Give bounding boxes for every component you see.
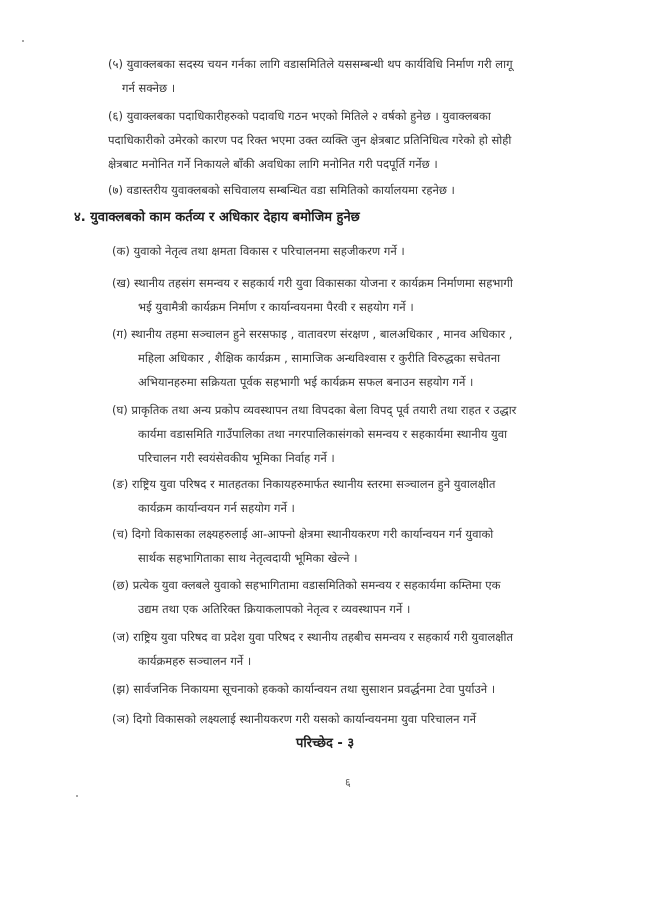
list-item-line: उद्यम तथा एक अतिरिक्त क्रियाकलापको नेतृत्व र व्यवस्थापन गर्ने । <box>138 602 411 616</box>
chapter-label: परिच्छेद - ३ <box>296 736 355 751</box>
list-item-line: (घ) प्राकृतिक तथा अन्य प्रकोप व्यवस्थापन तथा विपदका बेला विपद् पूर्व तयारी तथा राहत र उद्धार <box>112 403 517 417</box>
list-item-line: भई युवामैत्री कार्यक्रम निर्माण र कार्यान्वयनमा पैरवी र सहयोग गर्ने । <box>138 300 414 314</box>
page-number: ६ <box>345 776 351 789</box>
list-item-ja <box>112 625 513 673</box>
list-item-line: सार्थक सहभागिताका साथ नेतृत्वदायी भूमिका खेल्ने । <box>138 551 358 565</box>
list-item-line: कार्यमा वडासमिति गाउँपालिका तथा नगरपालिकासंगको समन्वय र सहकार्यमा स्थानीय युवा <box>138 427 508 441</box>
list-item-line: कार्यक्रम कार्यान्वयन गर्न सहयोग गर्ने । <box>138 501 295 515</box>
paragraph-5 <box>108 52 513 100</box>
list-item-nya <box>112 707 476 731</box>
paragraph-line: (७) वडास्तरीय युवाक्लबको सचिवालय सम्बन्धित वडा समितिको कार्यालयमा रहनेछ । <box>108 183 455 197</box>
list-item-line: अभियानहरुमा सक्रियता पूर्वक सहभागी भई कार्यक्रम सफल बनाउन सहयोग गर्ने । <box>138 375 474 389</box>
list-item-line: (ञ) दिगो विकासको लक्ष्यलाई स्थानीयकरण गरी यसको कार्यान्वयनमा युवा परिचालन गर्ने <box>112 712 477 726</box>
list-item-line: (ग) स्थानीय तहमा सञ्चालन हुने सरसफाइ , वातावरण संरक्षण , बालअधिकार , मानव अधिकार , <box>112 327 513 341</box>
list-item-cha <box>112 522 493 570</box>
list-item-kha <box>112 271 513 319</box>
list-item-line: (ख) स्थानीय तहसंग समन्वय र सहकार्य गरी युवा विकासका योजना र कार्यक्रम निर्माणमा सहभागी <box>112 276 513 290</box>
list-item-line: परिचालन गरी स्वयंसेवकीय भूमिका निर्वाह गर्ने । <box>138 451 335 465</box>
list-item-chha <box>112 573 500 621</box>
paragraph-line: (५) युवाक्लबका सदस्य चयन गर्नका लागि वडासमितिले यससम्बन्धी थप कार्यविधि निर्माण गरी लागू <box>108 57 513 71</box>
list-item-gha <box>112 398 516 470</box>
list-item-nga <box>112 472 495 520</box>
paragraph-6 <box>108 104 511 176</box>
list-item-jha <box>112 677 495 701</box>
paragraph-line: (६) युवाक्लबका पदाधिकारीहरुको पदावधि गठन भएको मितिले २ वर्षको हुनेछ । युवाक्लबका <box>108 109 491 123</box>
paragraph-line: गर्न सक्नेछ । <box>122 81 176 95</box>
list-item-line: (च) दिगो विकासका लक्ष्यहरुलाई आ-आफ्नो क्षेत्रमा स्थानीयकरण गरी कार्यान्वयन गर्न युवाको <box>112 527 494 541</box>
list-item-line: (झ) सार्वजनिक निकायमा सूचनाको हकको कार्यान्वयन तथा सुसाशन प्रवर्द्धनमा टेवा पुर्याउने । <box>112 682 496 696</box>
paragraph-line: पदाधिकारीको उमेरको कारण पद रिक्त भएमा उक्त व्यक्ति जुन क्षेत्रबाट प्रतिनिधित्व गरेको हो सोही <box>108 133 512 147</box>
list-item-line: (क) युवाको नेतृत्व तथा क्षमता विकास र परिचालनमा सहजीकरण गर्ने । <box>112 244 405 258</box>
scan-speck <box>22 40 24 42</box>
list-item-line: महिला अधिकार , शैक्षिक कार्यक्रम , सामाजिक अन्धविश्वास र कुरीति विरुद्धका सचेतना <box>138 351 501 365</box>
list-item-ka <box>112 239 405 263</box>
list-item-line: (छ) प्रत्येक युवा क्लबले युवाको सहभागितामा वडासमितिको समन्वय र सहकार्यमा कम्तिमा एक <box>112 578 501 592</box>
scan-speck <box>76 795 78 797</box>
paragraph-line: क्षेत्रबाट मनोनित गर्ने निकायले बाँकी अवधिका लागि मनोनित गरी पदपूर्ति गर्नेछ । <box>108 157 438 171</box>
paragraph-7 <box>108 178 455 202</box>
list-item-ga <box>112 322 512 394</box>
section-heading: ४. युवाक्लबको काम कर्तव्य र अधिकार देहाय बमोजिम हुनेछ <box>74 210 360 225</box>
list-item-line: (ज) राष्ट्रिय युवा परिषद वा प्रदेश युवा परिषद र स्थानीय तहबीच समन्वय र सहकार्य गरी युवालक्षीत <box>112 630 514 644</box>
list-item-line: (ङ) राष्ट्रिय युवा परिषद र मातहतका निकायहरुमार्फत स्थानीय स्तरमा सञ्चालन हुने युवालक्षीत <box>112 477 496 491</box>
list-item-line: कार्यक्रमहरु सञ्चालन गर्ने । <box>138 654 252 668</box>
